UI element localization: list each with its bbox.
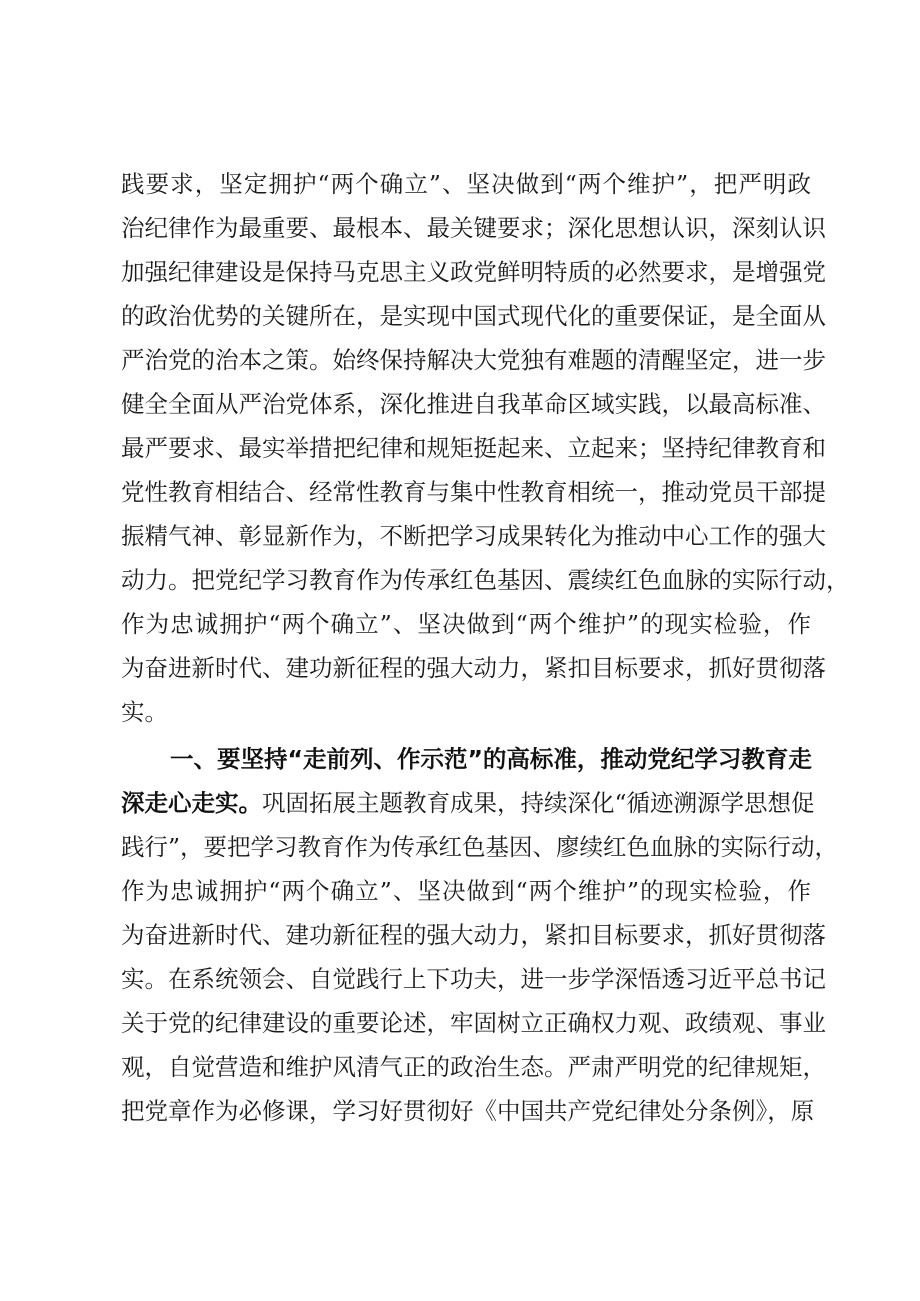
text-line: 治纪律作为最重要、最根本、最关键要求；深化思想认识，深刻认识 bbox=[121, 214, 826, 242]
text-line: 作为忠诚拥护“两个确立”、坚决做到“两个维护”的现实检验，作 bbox=[121, 610, 811, 638]
text-line: 实。在系统领会、自觉践行上下功夫，进一步学深悟透习近平总书记 bbox=[121, 965, 826, 993]
text-line: 党性教育相结合、经常性教育与集中性教育相统一，推动党员干部提 bbox=[121, 478, 826, 506]
text-line: 最严要求、最实举措把纪律和规矩挺起来、立起来；坚持纪律教育和 bbox=[121, 434, 826, 462]
section-heading: 一、要坚持“走前列、作示范”的高标准，推动党纪学习教育走 bbox=[170, 745, 812, 773]
text-line: 实。 bbox=[121, 698, 168, 726]
section-text-start: 巩固拓展主题教育成果，持续深化“循迹溯源学思想促 bbox=[262, 789, 815, 817]
text-line: 关于党的纪律建设的重要论述，牢固树立正确权力观、政绩观、事业 bbox=[121, 1009, 826, 1037]
text-line: 践要求，坚定拥护“两个确立”、坚决做到“两个维护”，把严明政 bbox=[121, 170, 811, 198]
text-line: 践行”，要把学习教育作为传承红色基因、廖续红色血脉的实际行动， bbox=[121, 833, 839, 861]
text-line: 作为忠诚拥护“两个确立”、坚决做到“两个维护”的现实检验，作 bbox=[121, 877, 811, 905]
text-line: 健全全面从严治党体系，深化推进自我革命区域实践，以最高标准、 bbox=[121, 390, 826, 418]
text-line bbox=[121, 781, 815, 825]
section-heading-end: 深走心走实。 bbox=[121, 789, 262, 817]
text-line: 的政治优势的关键所在，是实现中国式现代化的重要保证，是全面从 bbox=[121, 302, 826, 330]
text-line: 为奋进新时代、建功新征程的强大动力，紧扣目标要求，抓好贯彻落 bbox=[121, 921, 826, 949]
text-line: 加强纪律建设是保持马克思主义政党鲜明特质的必然要求，是增强党 bbox=[121, 258, 826, 286]
text-line: 把党章作为必修课，学习好贯彻好《中国共产党纪律处分条例》，原 bbox=[121, 1097, 815, 1125]
text-line: 为奋进新时代、建功新征程的强大动力，紧扣目标要求，抓好贯彻落 bbox=[121, 654, 826, 682]
text-line: 动力。把党纪学习教育作为传承红色基因、震续红色血脉的实际行动， bbox=[121, 566, 850, 594]
text-line: 观，自觉营造和维护风清气正的政治生态。严肃严明党的纪律规矩， bbox=[121, 1053, 826, 1081]
text-line: 振精气神、彰显新作为，不断把学习成果转化为推动中心工作的强大 bbox=[121, 522, 826, 550]
text-line: 严治党的治本之策。始终保持解决大党独有难题的清醒坚定，进一步 bbox=[121, 346, 826, 374]
